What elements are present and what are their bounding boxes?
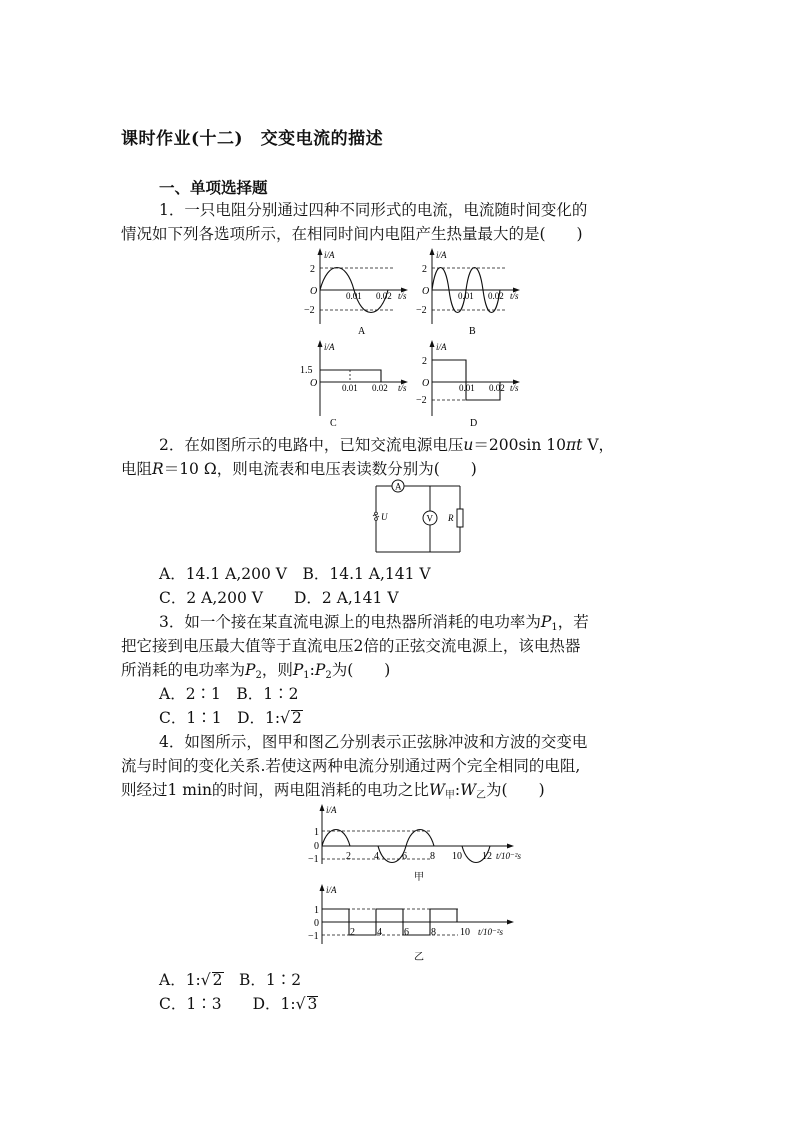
fig-a-origin: O (310, 286, 318, 297)
q3-text-line1: 3．如一个接在某直流电源上的电热器所消耗的电功率为$P_1$，若 (159, 613, 589, 633)
fig-yi-xlabel: t/10⁻²s (478, 927, 503, 937)
fig-yi-x4: 4 (377, 927, 382, 938)
q4-options-row2: C．1∶3 D．1:√ 3 (159, 995, 318, 1013)
q3-options-row2: C．1∶1 D．1:√ 2 (159, 709, 302, 727)
q2-circuit-diagram (368, 478, 468, 558)
fig-c-ytick-pos: 1.5 (300, 365, 313, 376)
fig-c-origin: O (310, 378, 318, 389)
fig-jia-x10: 10 (452, 851, 462, 862)
q4-text-line2: 流与时间的变化关系.若使这两种电流分别通过两个完全相同的电阻, (121, 757, 581, 775)
q4-figure-yi (300, 882, 550, 964)
fig-d-xtick1: 0.01 (459, 383, 475, 393)
fig-c-xtick2: 0.02 (372, 383, 388, 393)
fig-b-xlabel: t/s (510, 291, 519, 301)
fig-yi-ylabel: i/A (326, 885, 337, 895)
fig-c-caption: C (330, 418, 337, 429)
q3-text-line2: 把它接到电压最大值等于直流电压2倍的正弦交流电源上，该电热器 (121, 637, 581, 655)
q4-text-line1: 4．如图所示，图甲和图乙分别表示正弦脉冲波和方波的交变电 (159, 733, 588, 751)
resistor-label: R (448, 513, 454, 523)
fig-jia-ylabel: i/A (326, 805, 337, 815)
fig-jia-x6: 6 (402, 851, 407, 862)
fig-yi-x6: 6 (404, 927, 409, 938)
q2-text-line1: 2．在如图所示的电路中，已知交流电源电压u＝200sin 10πt V， (159, 436, 615, 454)
fig-b-ytick-neg: −2 (416, 305, 427, 316)
fig-jia-y1: 1 (314, 827, 319, 838)
fig-jia-x2: 2 (346, 851, 351, 862)
fig-yi-y0: 0 (314, 918, 319, 929)
fig-yi-caption: 乙 (414, 952, 424, 963)
fig-d-ylabel: i/A (436, 342, 447, 352)
q2-options-row1: A．14.1 A,200 V B．14.1 A,141 V (159, 565, 431, 583)
fig-d-xlabel: t/s (510, 383, 519, 393)
q1-figure-a (300, 246, 420, 342)
fig-c-xtick1: 0.01 (342, 383, 358, 393)
fig-a-ytick-pos: 2 (310, 264, 315, 275)
fig-yi-y1: 1 (314, 905, 319, 916)
fig-a-xtick2: 0.02 (376, 291, 392, 301)
source-label: U (381, 512, 388, 522)
q4-figure-jia (300, 802, 550, 884)
q3-options-row1: A．2∶1 B．1∶2 (159, 685, 299, 703)
fig-b-caption: B (469, 326, 476, 337)
fig-jia-xlabel: t/10⁻²s (496, 851, 521, 861)
q1-figure-c (300, 338, 420, 434)
fig-d-xtick2: 0.02 (489, 383, 505, 393)
fig-jia-caption: 甲 (414, 872, 424, 883)
ammeter-label: A (395, 481, 402, 492)
fig-d-origin: O (422, 378, 430, 389)
fig-a-ylabel: i/A (324, 250, 335, 260)
fig-a-xlabel: t/s (398, 291, 407, 301)
fig-b-ylabel: i/A (436, 250, 447, 260)
fig-d-caption: D (470, 418, 478, 429)
fig-b-xtick2: 0.02 (488, 291, 504, 301)
q2-options-row2: C．2 A,200 V D．2 A,141 V (159, 589, 399, 607)
fig-jia-x8: 8 (430, 851, 435, 862)
fig-a-xtick1: 0.01 (346, 291, 362, 301)
fig-d-ytick-neg: −2 (416, 395, 427, 406)
q1-text-line1: 1．一只电阻分别通过四种不同形式的电流，电流随时间变化的 (159, 201, 588, 219)
fig-jia-y0: 0 (314, 841, 319, 852)
q1-text-line2: 情况如下列各选项所示，在相同时间内电阻产生热量最大的是( ) (121, 225, 583, 243)
fig-c-xlabel: t/s (398, 383, 407, 393)
q2-text-line2: 电阻R＝10 Ω，则电流表和电压表读数分别为( ) (121, 460, 477, 478)
q3-text-line3: 所消耗的电功率为$P_2$，则$P_1:P_2$为( ) (121, 661, 391, 681)
q1-figure-d (412, 338, 532, 434)
fig-d-ytick-pos: 2 (422, 356, 427, 367)
q4-text-line3: 则经过1 min的时间，两电阻消耗的电功之比$W_甲:W_乙$为( ) (121, 781, 545, 801)
fig-yi-x2: 2 (350, 927, 355, 938)
fig-yi-x10: 10 (460, 927, 470, 938)
q1-figure-b (412, 246, 532, 342)
fig-b-origin: O (422, 286, 430, 297)
fig-yi-x8: 8 (431, 927, 436, 938)
section-title: 一、单项选择题 (159, 178, 268, 197)
fig-a-ytick-neg: −2 (304, 305, 315, 316)
q4-options-row1: A．1:√ 2 B．1∶2 (159, 971, 302, 989)
fig-c-ylabel: i/A (324, 342, 335, 352)
fig-yi-yn1: −1 (308, 931, 319, 942)
fig-a-caption: A (358, 326, 366, 337)
page-title: 课时作业(十二) 交变电流的描述 (121, 129, 384, 149)
fig-jia-x4: 4 (374, 851, 379, 862)
fig-b-ytick-pos: 2 (422, 264, 427, 275)
fig-jia-yn1: −1 (308, 854, 319, 865)
voltmeter-label: V (426, 513, 433, 524)
fig-b-xtick1: 0.01 (458, 291, 474, 301)
fig-jia-x12: 12 (482, 851, 492, 862)
